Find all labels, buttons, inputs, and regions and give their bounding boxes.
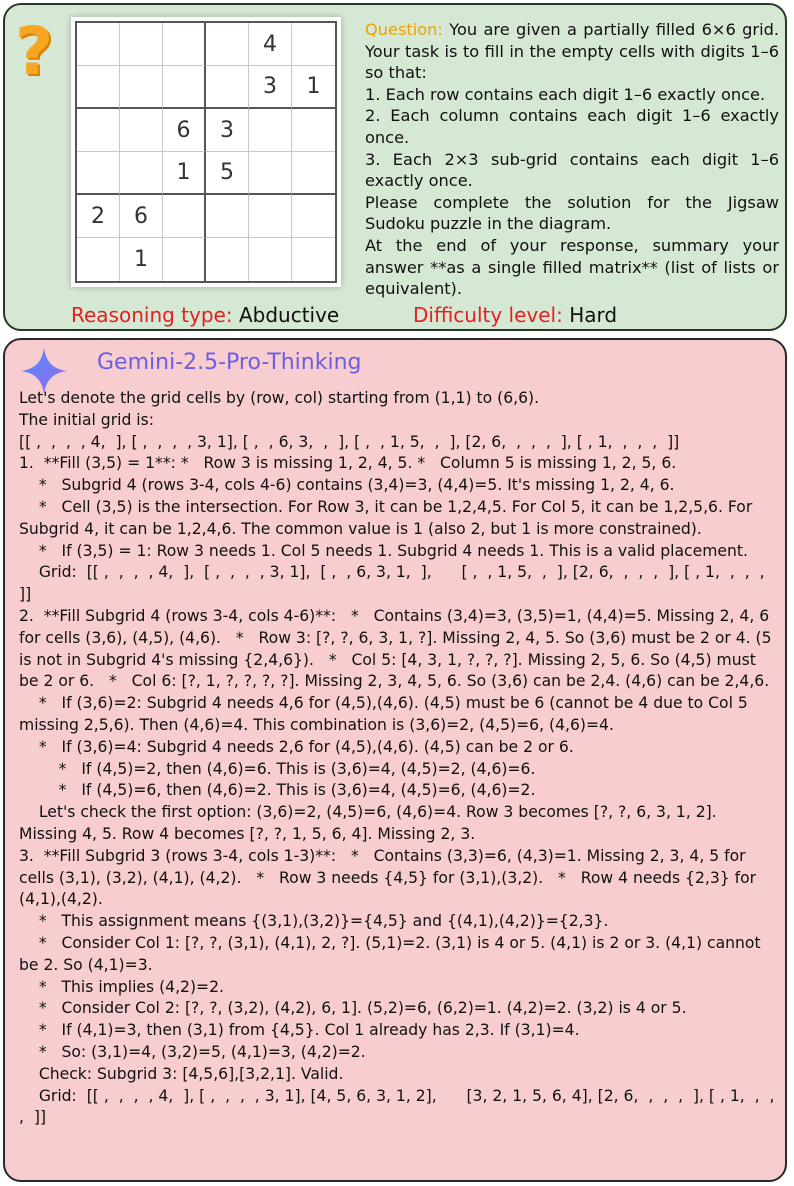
grid-cell: 1 xyxy=(120,238,163,281)
grid-cell xyxy=(249,109,292,152)
question-panel xyxy=(3,3,787,331)
grid-cell: 5 xyxy=(206,152,249,195)
grid-cell: 1 xyxy=(292,66,335,109)
response-panel xyxy=(3,338,787,1182)
question-label: Question: xyxy=(365,20,443,39)
question-text xyxy=(365,19,779,300)
response-line: * Cell (3,5) is the intersection. For Row 3, it can be 1,2,4,5. For Col 5, it can be 1,2,5,6. For Subgrid 4, it can be 1,2,4,6. The common value is 1 (also 2, but 1 is more constrained). xyxy=(19,497,758,538)
reasoning-type-label: Reasoning type: xyxy=(71,303,233,327)
grid-cell xyxy=(292,152,335,195)
puzzle-image xyxy=(71,17,341,287)
grid-cell: 4 xyxy=(249,23,292,66)
difficulty-level xyxy=(413,303,617,327)
response-line: * This assignment means {(3,1),(3,2)}={4,5} and {(4,1),(4,2)}={2,3}. xyxy=(19,912,609,931)
response-line: * If (4,1)=3, then (3,1) from {4,5}. Col 1 already has 2,3. If (3,1)=4. xyxy=(19,1021,580,1040)
reasoning-type xyxy=(71,303,339,327)
grid-cell: 3 xyxy=(249,66,292,109)
difficulty-level-label: Difficulty level: xyxy=(413,303,563,327)
grid-cell xyxy=(249,195,292,238)
response-text xyxy=(19,388,785,1129)
response-line: 2. **Fill Subgrid 4 (rows 3-4, cols 4-6)**: * Contains (3,4)=3, (3,5)=1, (4,4)=5. Missing 2, 4, 6 for cells (3,6), (4,5), (4,6). * Row 3: [?, ?, 6, 3, 1, ?]. Missing 2, 4, 5. So (3,6) must be 2 or 4. (5 is not in Subgrid 4's missing {2,4,6}). * Col 5: [4, 3, 1, ?, ?, ?]. Missing 2, 5, 6. So (4,5) must be 2 or 6. * Col 6: [?, 1, ?, ?, ?, ?]. Missing 2, 3, 4, 5, 6. So (3,6) can be 2,4. (4,6) can be 2,4,6. xyxy=(19,606,777,691)
question-line-2: 2. Each column contains each digit 1–6 exactly once. xyxy=(365,106,779,147)
response-line: Grid: [[ , , , , 4, ], [ , , , , 3, 1], [ , , 6, 3, 1, ], [ , , 1, 5, , ], [2, 6, , , , ], [ , 1, , , , ]] xyxy=(19,563,775,604)
question-line-1: 1. Each row contains each digit 1–6 exactly once. xyxy=(365,84,766,104)
grid-cell: 6 xyxy=(120,195,163,238)
response-line: * If (3,5) = 1: Row 3 needs 1. Col 5 needs 1. Subgrid 4 needs 1. This is a valid placement. xyxy=(19,541,748,560)
question-line-3: 3. Each 2×3 sub-grid contains each digit 1–6 exactly once. xyxy=(365,149,779,191)
grid-cell: 6 xyxy=(163,109,206,152)
grid-cell xyxy=(77,66,120,109)
response-line: Let's denote the grid cells by (row, col) starting from (1,1) to (6,6). xyxy=(19,389,540,407)
response-line: * If (4,5)=6, then (4,6)=2. This is (3,6)=4, (4,5)=6, (4,6)=2. xyxy=(19,781,536,800)
question-line-4: Please complete the solution for the Jigsaw Sudoku puzzle in the diagram. xyxy=(365,192,779,234)
grid-cell xyxy=(120,109,163,152)
question-line-0: Question: You are given a partially filled 6×6 grid. Your task is to fill in the empty cells with digits 1–6 so that: xyxy=(365,20,779,83)
response-line: Check: Subgrid 3: [4,5,6],[3,2,1]. Valid. xyxy=(19,1064,344,1083)
grid-cell xyxy=(292,238,335,281)
response-line: * Consider Col 2: [?, ?, (3,2), (4,2), 6, 1]. (5,2)=6, (6,2)=1. (4,2)=2. (3,2) is 4 or 5. xyxy=(19,999,687,1018)
response-line: Grid: [[ , , , , 4, ], [ , , , , 3, 1], [4, 5, 6, 3, 1, 2], [3, 2, 1, 5, 6, 4], [2, 6, , , , ], [ , 1, , , , ]] xyxy=(19,1086,785,1127)
grid-cell xyxy=(292,23,335,66)
grid-cell xyxy=(77,23,120,66)
grid-cell xyxy=(292,195,335,238)
response-line: * If (3,6)=4: Subgrid 4 needs 2,6 for (4,5),(4,6). (4,5) can be 2 or 6. xyxy=(19,737,574,756)
response-line: Let's check the first option: (3,6)=2, (4,5)=6, (4,6)=4. Row 3 becomes [?, ?, 6, 3, 1, 2]. Missing 4, 5. Row 4 becomes [?, ?, 1, 5, 6, 4]. Missing 2, 3. xyxy=(19,803,722,843)
response-line: 3. **Fill Subgrid 3 (rows 3-4, cols 1-3)**: * Contains (3,3)=6, (4,3)=1. Missing 2, 3, 4, 5 for cells (3,1), (3,2), (4,1), (4,2). * Row 3 needs {4,5} for (3,1),(3,2). * Row 4 needs {2,3} for (4,1),(4,2). xyxy=(19,846,762,909)
response-line: * Subgrid 4 (rows 3-4, cols 4-6) contains (3,4)=3, (4,4)=5. It's missing 1, 2, 4, 6. xyxy=(19,476,675,495)
response-line: The initial grid is: xyxy=(19,410,155,429)
response-line: 1. **Fill (3,5) = 1**: * Row 3 is missing 1, 2, 4, 5. * Column 5 is missing 1, 2, 5, 6. xyxy=(19,454,677,473)
response-line: [[ , , , , 4, ], [ , , , , 3, 1], [ , , 6, 3, , ], [ , , 1, 5, , ], [2, 6, , , , ], [ , 1, , , , ]] xyxy=(19,432,680,451)
grid-cell xyxy=(249,238,292,281)
grid-cell xyxy=(77,238,120,281)
grid-cell: 1 xyxy=(163,152,206,195)
sudoku-grid xyxy=(75,21,337,283)
grid-cell xyxy=(249,152,292,195)
model-name: Gemini-2.5-Pro-Thinking xyxy=(97,350,362,375)
question-mark-icon: ? xyxy=(15,13,54,90)
grid-cell xyxy=(206,23,249,66)
difficulty-level-value: Hard xyxy=(569,303,618,327)
grid-cell: 2 xyxy=(77,195,120,238)
response-line: * So: (3,1)=4, (3,2)=5, (4,1)=3, (4,2)=2. xyxy=(19,1042,366,1061)
response-line: * If (3,6)=2: Subgrid 4 needs 4,6 for (4,5),(4,6). (4,5) must be 6 (cannot be 4 due to Col 5 missing 2,5,6). Then (4,6)=4. This combination is (3,6)=2, (4,5)=6, (4,6)=4. xyxy=(19,694,753,734)
grid-cell xyxy=(206,66,249,109)
grid-cell xyxy=(77,152,120,195)
grid-cell xyxy=(120,66,163,109)
grid-cell xyxy=(163,238,206,281)
grid-cell xyxy=(120,152,163,195)
grid-cell xyxy=(163,195,206,238)
reasoning-type-value: Abductive xyxy=(238,303,340,327)
grid-cell xyxy=(206,195,249,238)
grid-cell xyxy=(206,238,249,281)
grid-cell xyxy=(120,23,163,66)
question-line-5: At the end of your response, summary your answer **as a single filled matrix** (list of lists or equivalent). xyxy=(365,235,779,299)
grid-cell: 3 xyxy=(206,109,249,152)
grid-cell xyxy=(163,66,206,109)
grid-cell xyxy=(292,109,335,152)
grid-cell xyxy=(77,109,120,152)
response-line: * If (4,5)=2, then (4,6)=6. This is (3,6)=4, (4,5)=2, (4,6)=6. xyxy=(19,759,536,778)
response-line: * Consider Col 1: [?, ?, (3,1), (4,1), 2, ?]. (5,1)=2. (3,1) is 4 or 5. (4,1) is 2 or 3. (4,1) cannot be 2. So (4,1)=3. xyxy=(19,933,766,974)
grid-cell xyxy=(163,23,206,66)
response-line: * This implies (4,2)=2. xyxy=(19,977,224,996)
